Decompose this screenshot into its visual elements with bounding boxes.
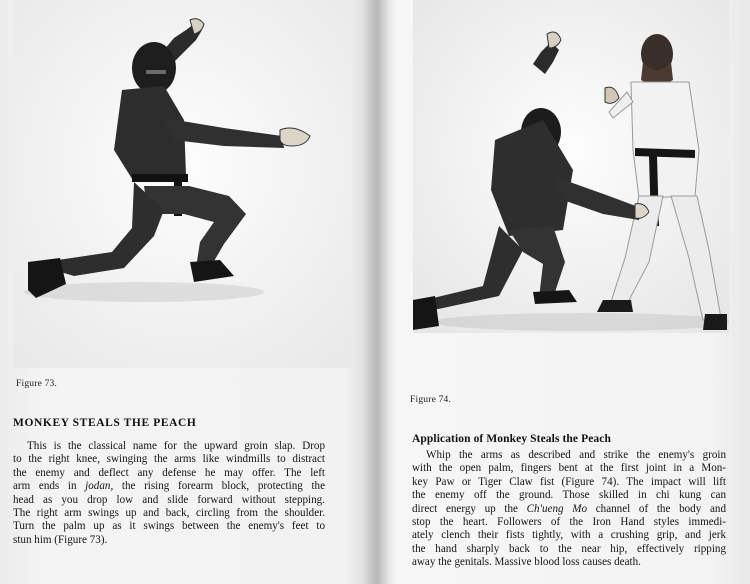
book-gutter (362, 0, 390, 584)
right-line-1: Whip the arms as described and strike the enemy's groin (426, 449, 726, 461)
figure-73-illustration (14, 0, 352, 368)
figure-73-photo (14, 0, 352, 368)
right-section-heading: Application of Monkey Steals the Peach (412, 433, 611, 445)
right-line-3: key Paw or Tiger Claw fist (Figure 74). The impact will lift (412, 475, 726, 488)
left-section-heading: MONKEY STEALS THE PEACH (13, 417, 197, 429)
figure-74-photo (413, 0, 729, 333)
right-line-6: stop the heart. Followers of the Iron Hand styles immedi- (412, 516, 726, 529)
left-body-paragraph (13, 440, 325, 547)
left-line-3: the enemy and deflect any defense he may offer. The left (13, 466, 325, 479)
left-line-7: Turn the palm up as it swings between the enemy's feet to (13, 520, 325, 533)
left-line-6: The right arm swings up and back, circling from the shoulder. (13, 507, 325, 520)
emphasis-text: jodan (85, 480, 111, 493)
right-body-paragraph (412, 449, 726, 570)
right-line-4: the enemy off the ground. Those skilled in chi kung can (412, 489, 726, 502)
left-line-4: arm ends in jodan, the rising forearm block, protecting the (13, 480, 325, 493)
figure-74-caption: Figure 74. (410, 395, 452, 405)
left-line-8: stun him (Figure 73). (13, 533, 108, 546)
right-line-8: the hand sharply back to the near hip, effectively ripping (412, 542, 726, 555)
figure-74-illustration (413, 0, 729, 333)
emphasis-text: Ch'ueng Mo (526, 502, 588, 515)
right-line-5: direct energy up the Ch'ueng Mo channel of the body and (412, 502, 726, 515)
left-line-2: to the right knee, swinging the arms like windmills to distract (13, 453, 325, 466)
figure-73-caption: Figure 73. (16, 379, 58, 389)
right-line-9: away the genitals. Massive blood loss causes death. (412, 556, 641, 569)
right-line-7: ately clench their fists tightly, with a crushing grip, and jerk (412, 529, 726, 542)
left-line-1: This is the classical name for the upward groin slap. Drop (27, 440, 325, 452)
right-line-2: with the open palm, fingers bent at the first joint in a Mon- (412, 462, 726, 475)
left-line-5: head as you drop low and slide forward without stepping. (13, 493, 325, 506)
